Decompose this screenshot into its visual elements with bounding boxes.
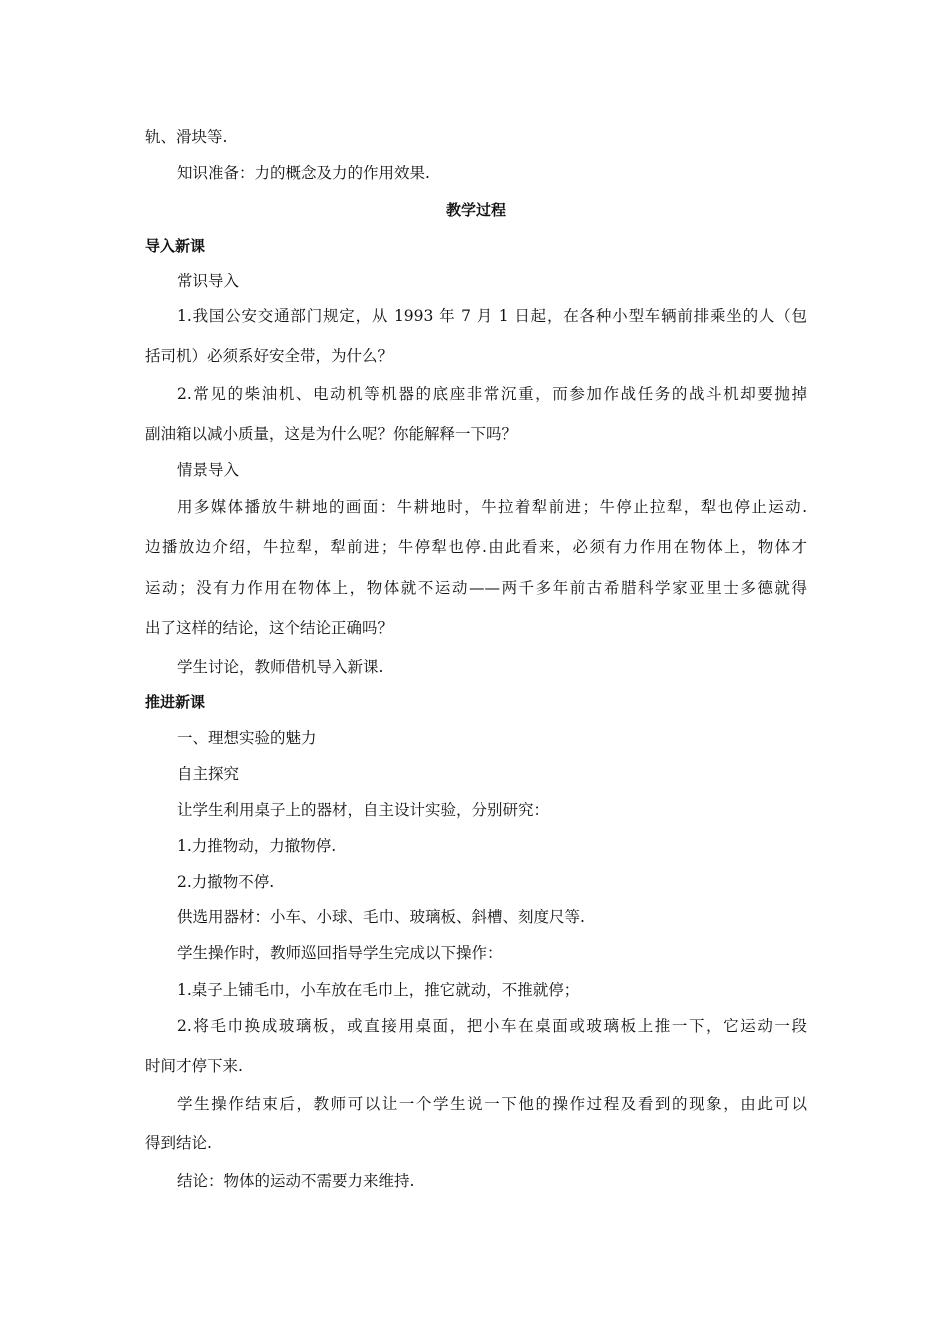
subheading: 一、理想实验的魅力 <box>177 729 317 747</box>
paragraph-line: 运动；没有力作用在物体上，物体就不运动——两千多年前古希腊科学家亚里士多德就得 <box>145 579 807 597</box>
paragraph-line: 让学生利用桌子上的器材，自主设计实验，分别研究： <box>177 801 550 819</box>
paragraph-line: 1.我国公安交通部门规定，从 1993 年 7 月 1 日起，在各种小型车辆前排乘坐的人（包 <box>177 307 807 325</box>
paragraph-line: 2.常见的柴油机、电动机等机器的底座非常沉重，而参加作战任务的战斗机却要抛掉 <box>177 385 807 403</box>
paragraph-line: 供选用器材：小车、小球、毛巾、玻璃板、斜槽、刻度尺等. <box>177 908 585 926</box>
paragraph-line: 用多媒体播放牛耕地的画面：牛耕地时，牛拉着犁前进；牛停止拉犁，犁也停止运动. <box>177 498 807 516</box>
paragraph-line: 轨、滑块等. <box>145 128 228 146</box>
paragraph-line: 结论：物体的运动不需要力来维持. <box>177 1172 415 1190</box>
subheading: 情景导入 <box>177 461 240 479</box>
section-title: 教学过程 <box>445 201 506 219</box>
section-heading: 推进新课 <box>145 693 206 711</box>
paragraph-line: 学生讨论，教师借机导入新课. <box>177 658 384 676</box>
paragraph-line: 副油箱以减小质量，这是为什么呢？你能解释一下吗？ <box>145 425 518 443</box>
paragraph-line: 边播放边介绍，牛拉犁，犁前进；牛停犁也停.由此看来，必须有力作用在物体上，物体才 <box>145 538 807 556</box>
paragraph-line: 时间才停下来. <box>145 1057 243 1075</box>
subheading: 常识导入 <box>177 272 240 290</box>
paragraph-line: 学生操作时，教师巡回指导学生完成以下操作： <box>177 944 503 962</box>
list-item: 1.桌子上铺毛巾，小车放在毛巾上，推它就动，不推就停； <box>177 981 580 999</box>
list-item: 2.力撤物不停. <box>177 873 275 891</box>
list-item: 1.力推物动，力撤物停. <box>177 837 337 855</box>
paragraph-line: 知识准备：力的概念及力的作用效果. <box>177 164 430 182</box>
section-heading: 导入新课 <box>145 237 206 255</box>
paragraph-line: 括司机）必须系好安全带，为什么？ <box>145 347 394 365</box>
paragraph-line: 得到结论. <box>145 1134 212 1152</box>
paragraph-line: 学生操作结束后，教师可以让一个学生说一下他的操作过程及看到的现象，由此可以 <box>177 1095 807 1113</box>
paragraph-line: 出了这样的结论，这个结论正确吗？ <box>145 619 394 637</box>
list-item: 2.将毛巾换成玻璃板，或直接用桌面，把小车在桌面或玻璃板上推一下，它运动一段 <box>177 1017 807 1035</box>
subheading: 自主探究 <box>177 765 240 783</box>
